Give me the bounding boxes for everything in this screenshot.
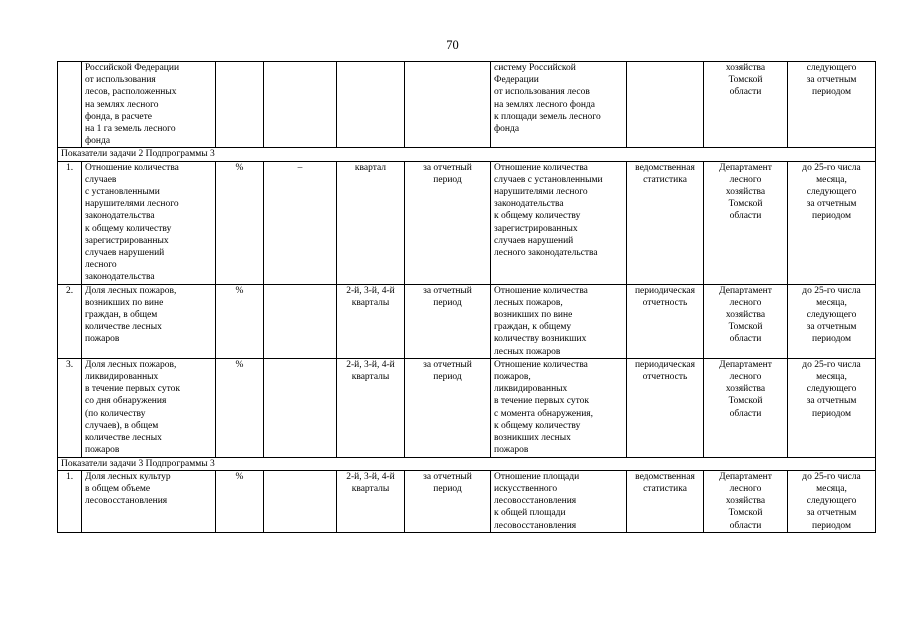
responsible-cell: хозяйства Томской области [704,62,788,148]
method-cell: ведомственная статистика [627,161,704,284]
frequency-cell: 2-й, 3-й, 4-й кварталы [337,284,405,358]
unit-cell: % [216,161,264,284]
method-cell: периодическая отчетность [627,284,704,358]
time-characteristic-cell: за отчетный период [405,358,491,457]
responsible-cell: Департамент лесного хозяйства Томской области [704,284,788,358]
section-header-row [58,457,876,470]
indicator-name-cell: Доля лесных культур в общем объеме лесовосстановления [82,470,216,532]
dynamics-cell [264,358,337,457]
row-number-cell: 3. [58,358,82,457]
page-number: 70 [446,38,459,52]
deadline-cell: до 25-го числа месяца, следующего за отчетным периодом [788,284,876,358]
section-title: Показатели задачи 3 Подпрограммы 3 [58,457,876,470]
time-characteristic-cell: за отчетный период [405,470,491,532]
table-row [58,470,876,532]
deadline-cell: до 25-го числа месяца, следующего за отчетным периодом [788,470,876,532]
unit-cell: % [216,284,264,358]
indicator-name-cell: Доля лесных пожаров, возникших по вине граждан, в общем количестве лесных пожаров [82,284,216,358]
dynamics-cell [264,284,337,358]
table-row [58,358,876,457]
unit-cell: % [216,470,264,532]
unit-cell: % [216,358,264,457]
indicators-table [57,61,876,533]
time-characteristic-cell: за отчетный период [405,284,491,358]
frequency-cell [337,62,405,148]
method-cell [627,62,704,148]
time-characteristic-cell: за отчетный период [405,161,491,284]
algorithm-cell: Отношение количества пожаров, ликвидированных в течение первых суток с момента обнаружения, к общему количеству возникших лесных пожаров [491,358,627,457]
method-cell: ведомственная статистика [627,470,704,532]
deadline-cell: до 25-го числа месяца, следующего за отчетным периодом [788,358,876,457]
indicator-name-cell: Российской Федерации от использования лесов, расположенных на землях лесного фонда, в расчете на 1 га земель лесного фонда [82,62,216,148]
table-row [58,62,876,148]
table-row [58,284,876,358]
row-number-cell: 1. [58,470,82,532]
frequency-cell: 2-й, 3-й, 4-й кварталы [337,470,405,532]
responsible-cell: Департамент лесного хозяйства Томской области [704,358,788,457]
indicator-name-cell: Доля лесных пожаров, ликвидированных в течение первых суток со дня обнаружения (по количеству случаев), в общем количестве лесных пожаров [82,358,216,457]
table-body [58,62,876,533]
algorithm-cell: Отношение количества лесных пожаров, возникших по вине граждан, к общему количеству возникших лесных пожаров [491,284,627,358]
deadline-cell: до 25-го числа месяца, следующего за отчетным периодом [788,161,876,284]
dynamics-cell [264,470,337,532]
unit-cell [216,62,264,148]
algorithm-cell: систему Российской Федерации от использования лесов на землях лесного фонда к площади земель лесного фонда [491,62,627,148]
indicator-name-cell: Отношение количества случаев с установленными нарушителями лесного законодательства к общему количеству зарегистрированных случаев нарушений лесного законодательства [82,161,216,284]
deadline-cell: следующего за отчетным периодом [788,62,876,148]
row-number-cell: 2. [58,284,82,358]
dynamics-cell [264,62,337,148]
row-number-cell [58,62,82,148]
section-title: Показатели задачи 2 Подпрограммы 3 [58,148,876,161]
responsible-cell: Департамент лесного хозяйства Томской области [704,161,788,284]
frequency-cell: квартал [337,161,405,284]
method-cell: периодическая отчетность [627,358,704,457]
responsible-cell: Департамент лесного хозяйства Томской области [704,470,788,532]
row-number-cell: 1. [58,161,82,284]
table-row [58,161,876,284]
section-header-row [58,148,876,161]
dynamics-cell: – [264,161,337,284]
algorithm-cell: Отношение площади искусственного лесовосстановления к общей площади лесовосстановления [491,470,627,532]
time-characteristic-cell [405,62,491,148]
algorithm-cell: Отношение количества случаев с установленными нарушителями лесного законодательства к общему количеству зарегистрированных случаев нарушений лесного законодательства [491,161,627,284]
frequency-cell: 2-й, 3-й, 4-й кварталы [337,358,405,457]
